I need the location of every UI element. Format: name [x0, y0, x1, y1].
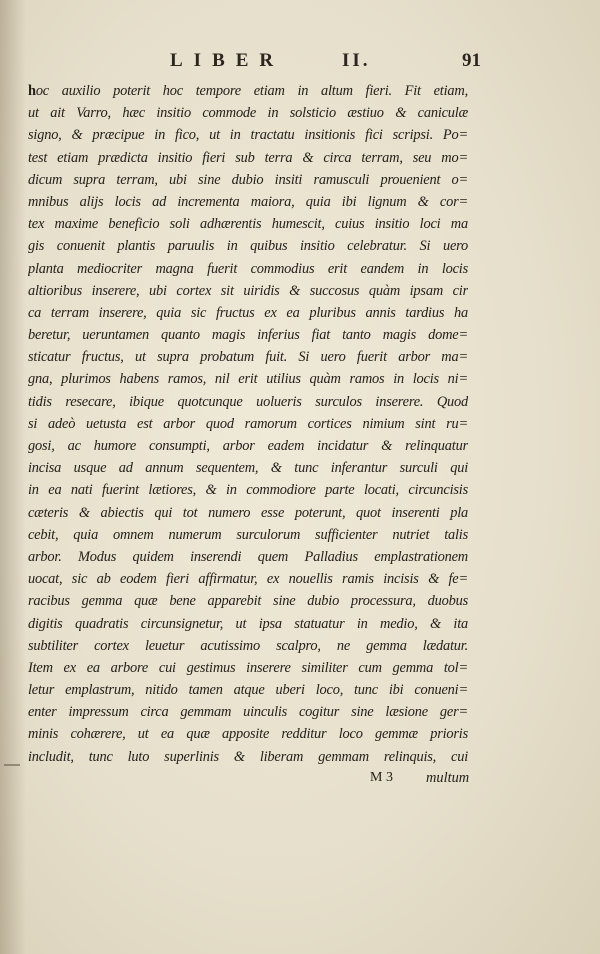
text-line: dicum supra terram, ubi sine dubio insiti ramusculi prouenient o= — [28, 171, 468, 188]
running-head — [160, 50, 460, 74]
text-line: gna, plurimos habens ramos, nil erit utilius quàm ramos in locis ni= — [28, 371, 468, 388]
text-line: hoc auxilio poterit hoc tempore etiam in altum fieri. Fit etiam, — [28, 83, 468, 99]
text-line: tidis resecare, ibique quotcunque uolueris surculos inserere. Quod — [28, 393, 468, 410]
text-line: subtiliter cortex leuetur acutissimo scalpro, ne gemma lædatur. — [28, 637, 468, 654]
text-line: gosi, ac humore consumpti, arbor eadem incidatur & relinquatur — [28, 438, 468, 454]
text-line: ut ait Varro, hæc insitio commode in solsticio æstiuo & caniculæ — [28, 105, 468, 122]
running-title: LIBER — [170, 50, 285, 71]
text-line: minis cohærere, ut ea quæ apposite redditur loco gemmæ prioris — [28, 726, 468, 743]
signature-mark: M 3 — [370, 770, 393, 785]
text-line: gis conuenit plantis paruulis in quibus insitio celebratur. Si uero — [28, 238, 468, 255]
text-line: beretur, ueruntamen quanto magis inferius fiat tanto magis dome= — [28, 327, 468, 344]
text-line: incisa usque ad annum sequentem, & tunc inferantur surculi qui — [28, 460, 468, 477]
text-line: Item ex ea arbore cui gestimus inserere similiter cum gemma tol= — [28, 659, 468, 676]
text-line: digitis quadratis circunsignetur, ut ipsa statuatur in medio, & ita — [28, 615, 468, 632]
margin-mark — [4, 764, 20, 766]
running-book-number: II. — [342, 50, 371, 71]
gutter-shadow — [0, 0, 26, 954]
text-line: in ea nati fuerint lætiores, & in commodiore parte locati, circuncisis — [28, 482, 468, 499]
text-line: signo, & præcipue in fico, ut in tractatu insitionis fici scripsi. Po= — [28, 127, 468, 144]
text-line: uocat, sic ab eodem fieri affirmatur, ex nouellis ramis incisis & fe= — [28, 571, 468, 588]
text-line: sticatur fructus, ut supra probatum fuit. Si uero fuerit arbor ma= — [28, 349, 468, 366]
text-line: ca terram inserere, quia sic fructus ex ea pluribus annis tardius ha — [28, 304, 468, 321]
text-line: racibus gemma quæ bene apparebit sine dubio processura, duobus — [28, 593, 468, 610]
text-line: cebit, quia omnem numerum surculorum sufficienter nutriet talis — [28, 526, 468, 543]
text-line: planta mediocriter magna fuerit commodius erit eandem in locis — [28, 260, 468, 277]
body-text — [28, 80, 468, 768]
text-line: tex maxime beneficio soli adhærentis humescit, cuius insitio loci ma — [28, 216, 468, 233]
text-line: includit, tunc luto superlinis & liberam gemmam relinquis, cui — [28, 748, 468, 765]
text-line: test etiam prædicta insitio fieri sub terra & circa terram, seu mo= — [28, 149, 468, 166]
catchword: multum — [426, 770, 470, 786]
text-line: mnibus alijs locis ad incrementa maiora, quia ibi lignum & cor= — [28, 193, 468, 210]
text-line: cæteris & abiectis qui tot numero esse poterunt, quot inserenti pla — [28, 504, 468, 521]
folio-number: 91 — [462, 50, 481, 71]
text-line: arbor. Modus quidem inserendi quem Palladius emplastrationem — [28, 548, 468, 565]
text-line: si adeò uetusta est arbor quod ramorum cortices nimium sint ru= — [28, 415, 468, 432]
text-line: altioribus inserere, ubi cortex sit uiridis & succosus quàm ipsam cir — [28, 282, 468, 299]
text-line: letur emplastrum, nitido tamen atque uberi loco, tunc ibi conueni= — [28, 682, 468, 699]
text-line: enter impressum circa gemmam uinculis cogitur sine læsione ger= — [28, 704, 468, 721]
